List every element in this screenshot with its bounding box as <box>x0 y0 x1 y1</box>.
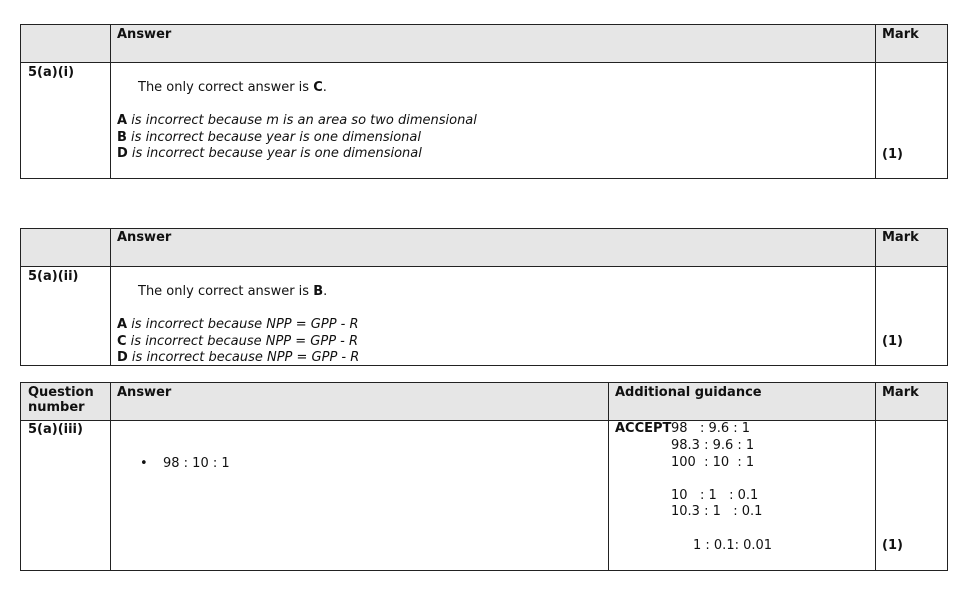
guidance-ratio: 98 : 9.6 : 1 <box>671 421 751 436</box>
answer-bullet: • <box>140 456 148 471</box>
answer-ratio: 98 : 10 : 1 <box>163 456 230 471</box>
mark-column-header: Mark <box>882 230 919 245</box>
question-number-column-header: Question number <box>28 385 94 415</box>
distractor-reason-b: B is incorrect because year is one dimensional <box>117 130 421 145</box>
guidance-ratio: 98.3 : 9.6 : 1 <box>671 438 755 453</box>
guidance-ratio: 100 : 10 : 1 <box>671 455 755 470</box>
guidance-ratio: 10.3 : 1 : 0.1 <box>671 504 763 519</box>
correct-answer-statement: The only correct answer is B. <box>138 284 328 299</box>
column-divider <box>608 383 609 570</box>
mark-value: (1) <box>882 147 903 162</box>
guidance-ratio: 1 : 0.1: 0.01 <box>693 538 773 553</box>
mark-scheme-table-5aiii <box>20 382 948 571</box>
answer-column-header: Answer <box>117 27 172 42</box>
column-divider <box>875 229 876 365</box>
mark-column-header: Mark <box>882 27 919 42</box>
guidance-ratio: 10 : 1 : 0.1 <box>671 488 759 503</box>
distractor-reason-c: C is incorrect because NPP = GPP - R <box>117 334 359 349</box>
column-divider <box>110 25 111 178</box>
column-divider <box>110 229 111 365</box>
answer-column-header: Answer <box>117 230 172 245</box>
distractor-reason-d: D is incorrect because year is one dimensional <box>117 146 422 161</box>
accept-label: ACCEPT <box>615 421 672 436</box>
question-number: 5(a)(iii) <box>28 422 83 437</box>
mark-value: (1) <box>882 538 903 553</box>
mark-scheme-table-5ai <box>20 24 948 179</box>
answer-column-header: Answer <box>117 385 172 400</box>
correct-answer-statement: The only correct answer is C. <box>138 80 327 95</box>
column-divider <box>875 383 876 570</box>
question-number: 5(a)(ii) <box>28 269 79 284</box>
distractor-reason-a: A is incorrect because NPP = GPP - R <box>117 317 359 332</box>
column-divider <box>110 383 111 570</box>
mark-scheme-table-5aii <box>20 228 948 366</box>
mark-column-header: Mark <box>882 385 919 400</box>
column-divider <box>875 25 876 178</box>
mark-value: (1) <box>882 334 903 349</box>
guidance-column-header: Additional guidance <box>615 385 762 400</box>
distractor-reason-d: D is incorrect because NPP = GPP - R <box>117 350 360 365</box>
question-number: 5(a)(i) <box>28 65 75 80</box>
distractor-reason-a: A is incorrect because m is an area so two dimensional <box>117 113 477 128</box>
